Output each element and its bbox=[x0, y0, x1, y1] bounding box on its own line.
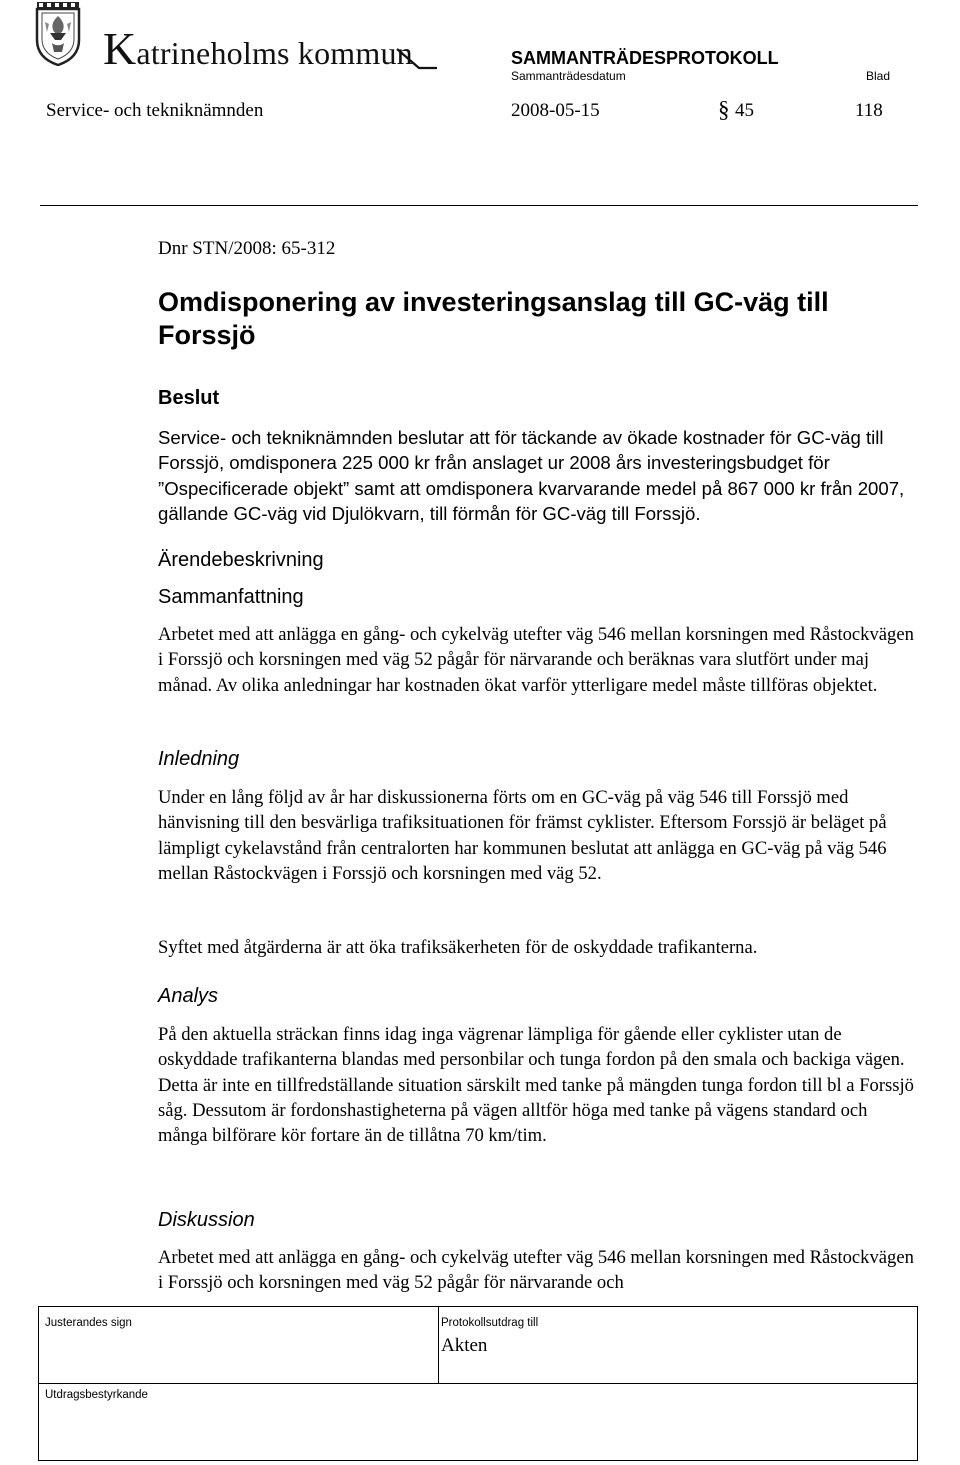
organization-name: Katrineholms kommun bbox=[103, 23, 413, 74]
justerandes-sign-label: Justerandes sign bbox=[45, 1317, 132, 1329]
meeting-date: 2008-05-15 bbox=[511, 100, 600, 121]
protokollsutdrag-value: Akten bbox=[441, 1335, 488, 1356]
inledning-heading: Inledning bbox=[158, 748, 240, 770]
protokollsutdrag-label: Protokollsutdrag till bbox=[441, 1317, 539, 1329]
footer-divider-vertical bbox=[438, 1306, 439, 1383]
sammanfattning-heading: Sammanfattning bbox=[158, 586, 304, 608]
committee-name: Service- och tekniknämnden bbox=[46, 100, 264, 121]
diskussion-heading: Diskussion bbox=[158, 1209, 255, 1231]
analys-text: På den aktuella sträckan finns idag inga vägrenar lämpliga för gående eller cyklister utan de oskyddade trafikanterna blandas med personbilar och tunga fordon på den smala och backiga vägen. Detta är inte en tillfredställande situation särskilt med tanke på mängden tunga fordon till bl a Forssjö såg. Dessutom är fordonshastigheterna på vägen alltför höga med tanke på vägens standard och många bilförare kör fortare än de tillåtna 70 km/tim. bbox=[158, 1024, 914, 1147]
beslut-heading: Beslut bbox=[158, 387, 220, 409]
page-label: Blad bbox=[866, 69, 891, 83]
case-number: Dnr STN/2008: 65-312 bbox=[158, 238, 336, 259]
page-title: Omdisponering av investeringsanslag till GC-väg till Forssjö bbox=[158, 287, 829, 350]
utdragsbestyrkande-label: Utdragsbestyrkande bbox=[45, 1389, 148, 1401]
header-divider bbox=[40, 205, 918, 206]
diskussion-text: Arbetet med att anlägga en gång- och cykelväg utefter väg 546 mellan korsningen med Råstockvägen i Forssjö och korsningen med väg 52 pågår för närvarande och bbox=[158, 1247, 914, 1294]
meeting-date-label: Sammanträdesdatum bbox=[511, 69, 626, 83]
page-number: 118 bbox=[855, 100, 883, 121]
sammanfattning-text: Arbetet med att anlägga en gång- och cykelväg utefter väg 546 mellan korsningen med Råstockvägen i Forssjö och korsningen med väg 52 pågår för närvarande och beräknas vara slutfört under maj månad. Av olika anledningar har kostnaden ökat varför ytterligare medel måste tillföras objektet. bbox=[158, 624, 914, 696]
inledning-text: Under en lång följd av år har diskussionerna förts om en GC-väg på väg 546 till Forssjö med hänvisning till den besvärliga trafiksituationen för främst cyklister. Eftersom Forssjö är beläget på lämpligt cykelavstånd från centralorten har kommunen beslutat att anlägga en GC-väg på väg 546 mellan Råstockvägen i Forssjö och korsningen med väg 52. bbox=[158, 787, 887, 884]
arendebeskrivning-heading: Ärendebeskrivning bbox=[158, 549, 324, 571]
analys-heading: Analys bbox=[158, 985, 219, 1007]
footer-divider-horizontal bbox=[38, 1383, 918, 1384]
logo-swoosh-icon bbox=[395, 44, 440, 70]
municipal-crest-icon bbox=[33, 2, 83, 66]
inledning-purpose-text: Syftet med åtgärderna är att öka trafiksäkerheten för de oskyddade trafikanterna. bbox=[158, 937, 758, 958]
paragraph-number: 45 bbox=[735, 100, 754, 121]
paragraph-sign: § bbox=[718, 97, 730, 122]
beslut-text: Service- och tekniknämnden beslutar att för täckande av ökade kostnader för GC-väg till Forssjö, omdisponera 225 000 kr från anslaget ur 2008 års investeringsbudget för ”Ospecificerade objekt” samt att omdisponera kvarvarande medel på 867 000 kr från 2007, gällande GC-väg vid Djulökvarn, till förmån för GC-väg till Forssjö. bbox=[158, 427, 905, 524]
document-type: SAMMANTRÄDESPROTOKOLL bbox=[511, 48, 779, 68]
